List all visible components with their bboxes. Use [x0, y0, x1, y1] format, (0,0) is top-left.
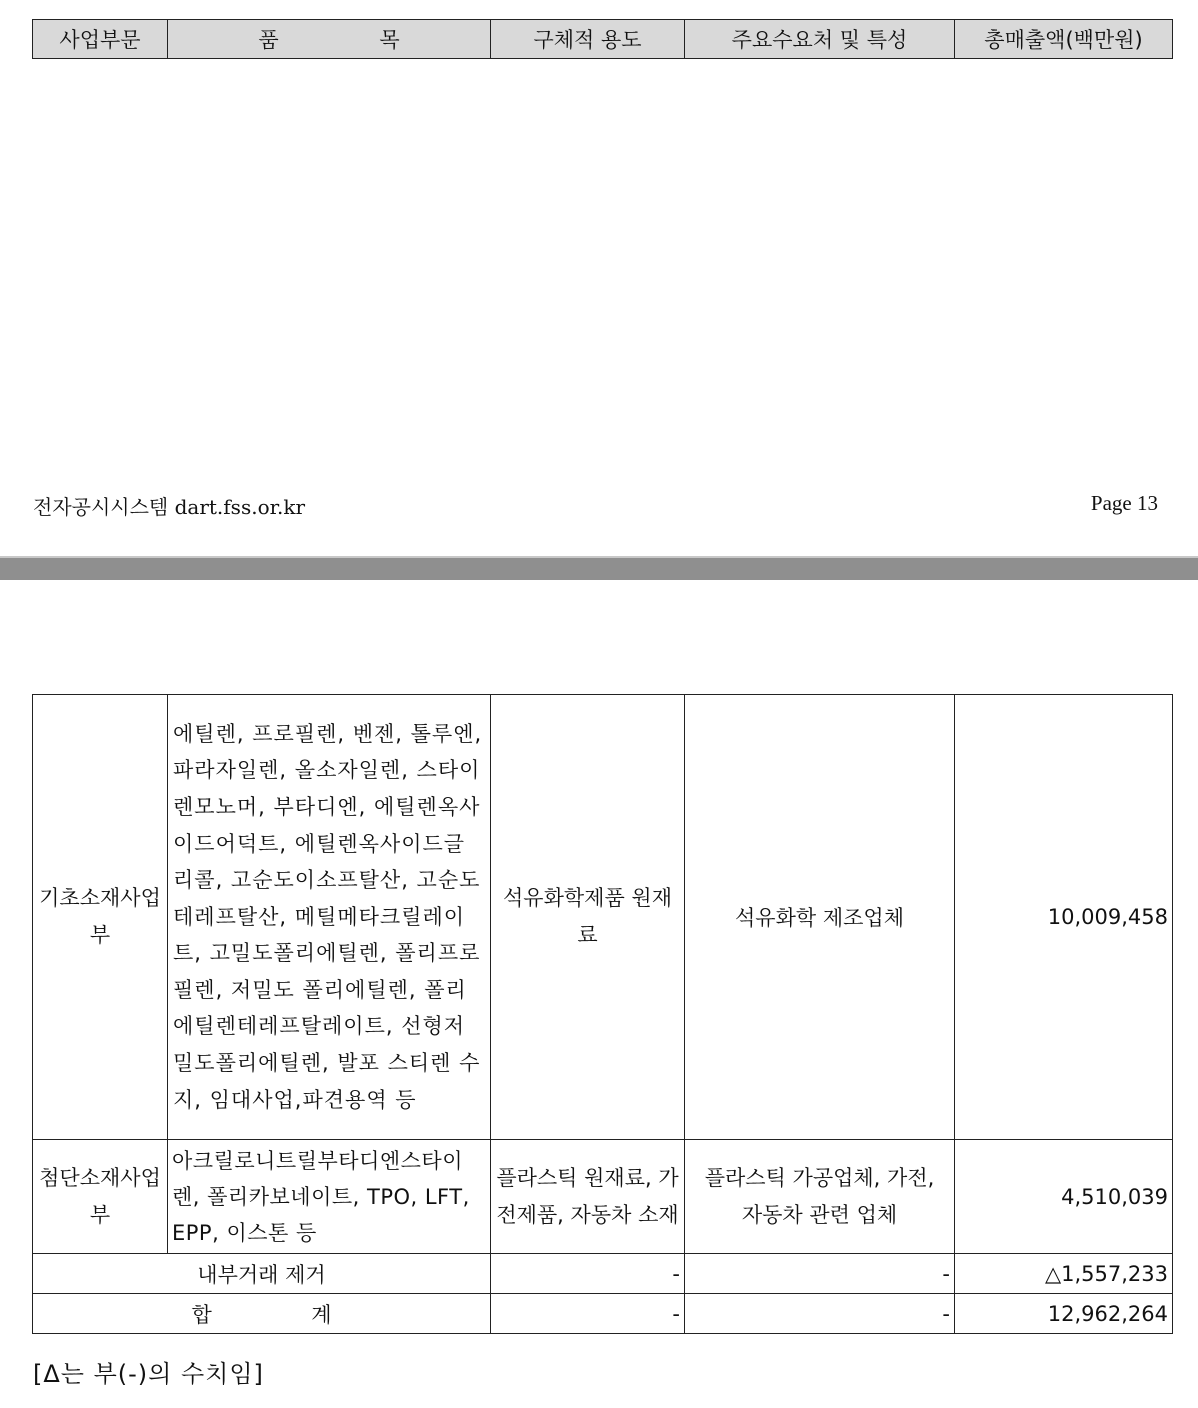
internal-customers: - — [685, 1254, 955, 1294]
table-row — [33, 695, 1173, 1140]
footnote: [Δ는 부(-)의 수치임] — [33, 1360, 264, 1388]
total-label-part1: 합 — [191, 1302, 212, 1327]
division-cell: 첨단소재사업부 — [33, 1140, 168, 1254]
internal-use: - — [491, 1254, 685, 1294]
total-sales: 12,962,264 — [955, 1294, 1173, 1334]
header-sales: 총매출액(백만원) — [955, 20, 1173, 59]
items-cell: 아크릴로니트릴부타디엔스타이렌, 폴리카보네이트, TPO, LFT, EPP, 이스톤 등 — [168, 1140, 491, 1254]
table-row — [33, 1140, 1173, 1254]
sales-table-header — [32, 19, 1173, 59]
use-cell: 석유화학제품 원재료 — [491, 695, 685, 1140]
sales-cell: 4,510,039 — [955, 1140, 1173, 1254]
header-customers: 주요수요처 및 특성 — [685, 20, 955, 59]
page-separator — [0, 556, 1198, 580]
header-division: 사업부문 — [33, 20, 168, 59]
header-items — [168, 20, 491, 59]
sales-cell: 10,009,458 — [955, 695, 1173, 1140]
internal-label: 내부거래 제거 — [33, 1254, 491, 1294]
header-items-part2: 목 — [379, 28, 400, 52]
use-cell: 플라스틱 원재료, 가전제품, 자동차 소재 — [491, 1140, 685, 1254]
header-use: 구체적 용도 — [491, 20, 685, 59]
footer-page-number: Page 13 — [1090, 491, 1158, 515]
table-row — [33, 1294, 1173, 1334]
sales-table-body — [32, 694, 1173, 1334]
table-row — [33, 1254, 1173, 1294]
footer-site: 전자공시시스템 dart.fss.or.kr — [33, 495, 306, 519]
internal-sales: △1,557,233 — [955, 1254, 1173, 1294]
items-cell: 에틸렌, 프로필렌, 벤젠, 톨루엔, 파라자일렌, 올소자일렌, 스타이렌모노머, 부타디엔, 에틸렌옥사이드어덕트, 에틸렌옥사이드글리콜, 고순도이소프탈산, 고순도 테레프탈산, 메틸메타크릴레이트, 고밀도폴리에틸렌, 폴리프로필렌, 저밀도 폴리에틸렌, 폴리에틸렌테레프탈레이트, 선형저밀도폴리에틸렌, 발포 스티렌 수지, 임대사업,파견용역 등 — [168, 695, 491, 1140]
total-customers: - — [685, 1294, 955, 1334]
header-items-part1: 품 — [258, 28, 279, 52]
customers-cell: 플라스틱 가공업체, 가전, 자동차 관련 업체 — [685, 1140, 955, 1254]
customers-cell: 석유화학 제조업체 — [685, 695, 955, 1140]
total-label-part2: 계 — [311, 1302, 332, 1327]
division-cell: 기초소재사업부 — [33, 695, 168, 1140]
total-label — [33, 1294, 491, 1334]
total-use: - — [491, 1294, 685, 1334]
